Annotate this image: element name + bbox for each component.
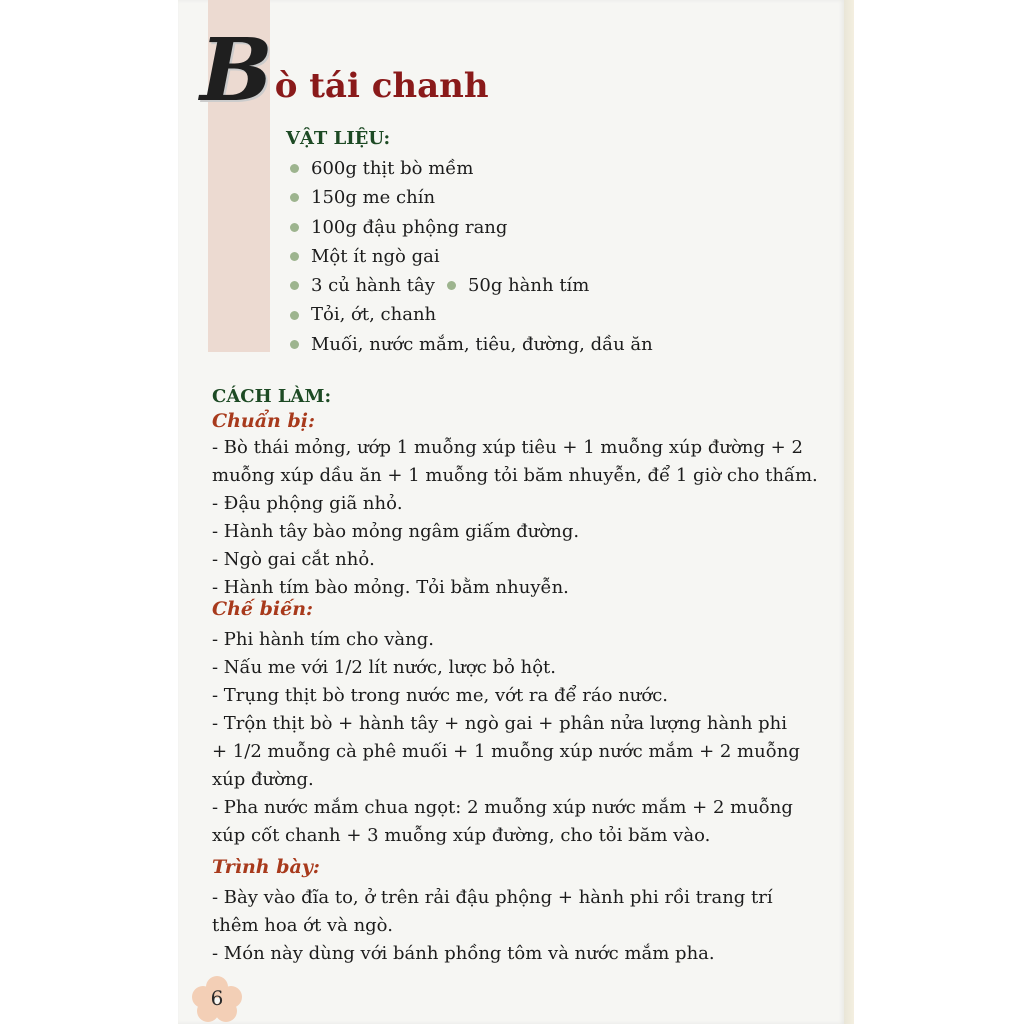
text-line: - Hành tím bào mỏng. Tỏi bằm nhuyễn.	[212, 577, 569, 598]
cook-subheading: Chế biến:	[212, 598, 314, 620]
bullet-icon	[290, 252, 299, 261]
text-line: - Đậu phộng giã nhỏ.	[212, 493, 403, 514]
page-number	[192, 976, 242, 1024]
cook-steps	[212, 626, 822, 850]
list-item: Muối, nước mắm, tiêu, đường, dầu ăn	[290, 330, 653, 359]
text-line: thêm hoa ớt và ngò.	[212, 915, 393, 936]
bullet-icon	[290, 311, 299, 320]
method-heading: CÁCH LÀM:	[212, 386, 332, 407]
prep-subheading: Chuẩn bị:	[212, 410, 316, 432]
text-line: - Trộn thịt bò + hành tây + ngò gai + phân nửa lượng hành phi	[212, 713, 788, 734]
text-line: xúp đường.	[212, 769, 314, 790]
title-drop-letter: B	[200, 20, 273, 121]
list-item: 150g me chín	[290, 183, 653, 212]
text-line: - Bò thái mỏng, ướp 1 muỗng xúp tiêu + 1 muỗng xúp đường + 2	[212, 437, 803, 458]
list-item: 600g thịt bò mềm	[290, 154, 653, 183]
text-line: + 1/2 muỗng cà phê muối + 1 muỗng xúp nước mắm + 2 muỗng	[212, 741, 800, 762]
bullet-icon	[447, 281, 456, 290]
text-line: - Trụng thịt bò trong nước me, vớt ra để ráo nước.	[212, 685, 669, 706]
text-line: - Hành tây bào mỏng ngâm giấm đường.	[212, 521, 580, 542]
bullet-icon	[290, 164, 299, 173]
text-line: - Nấu me với 1/2 lít nước, lược bỏ hột.	[212, 657, 556, 678]
text-line: muỗng xúp dầu ăn + 1 muỗng tỏi băm nhuyễn, để 1 giờ cho thấm.	[212, 465, 818, 486]
bullet-icon	[290, 340, 299, 349]
serve-steps	[212, 884, 822, 968]
text-line: - Pha nước mắm chua ngọt: 2 muỗng xúp nước mắm + 2 muỗng	[212, 797, 793, 818]
bullet-icon	[290, 193, 299, 202]
text-line: xúp cốt chanh + 3 muỗng xúp đường, cho tỏi băm vào.	[212, 825, 711, 846]
recipe-title	[200, 20, 489, 121]
text-line: - Ngò gai cắt nhỏ.	[212, 549, 375, 570]
serve-subheading: Trình bày:	[212, 856, 320, 878]
text-line: - Bày vào đĩa to, ở trên rải đậu phộng + hành phi rồi trang trí	[212, 887, 773, 908]
ingredient-list	[290, 154, 653, 359]
title-text: ò tái chanh	[274, 66, 489, 106]
page-number-text: 6	[210, 986, 224, 1010]
text-line: - Món này dùng với bánh phồng tôm và nước mắm pha.	[212, 943, 715, 964]
list-item: 3 củ hành tây 50g hành tím	[290, 271, 653, 300]
list-item: 100g đậu phộng rang	[290, 213, 653, 242]
list-item: Một ít ngò gai	[290, 242, 653, 271]
text-line: - Phi hành tím cho vàng.	[212, 629, 434, 650]
bullet-icon	[290, 223, 299, 232]
page-edge	[844, 0, 854, 1024]
list-item: Tỏi, ớt, chanh	[290, 300, 653, 329]
bullet-icon	[290, 281, 299, 290]
prep-steps	[212, 434, 822, 602]
ingredients-heading: VẬT LIỆU:	[286, 128, 391, 149]
